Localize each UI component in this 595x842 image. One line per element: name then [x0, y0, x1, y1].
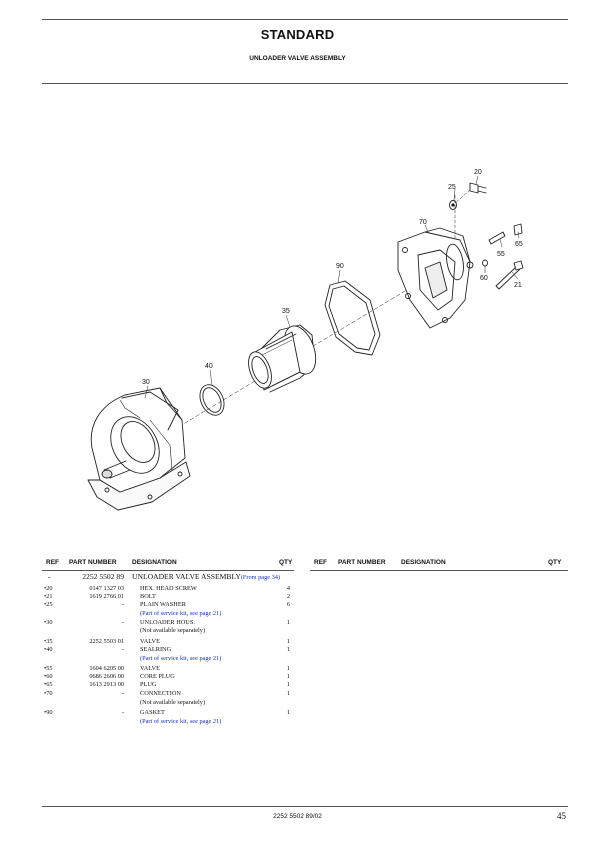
table-row: [42, 638, 294, 646]
service-kit-link[interactable]: (Part of service kit, see page 21): [140, 718, 222, 725]
row-designation: PLUG: [140, 681, 157, 688]
table-row: [42, 619, 294, 627]
footer-rule: [42, 806, 568, 807]
page-number: 45: [557, 811, 566, 821]
valve-drawing: [244, 322, 322, 392]
row-qty: 1: [286, 681, 290, 688]
row-part-number: 1613 2913 00: [89, 681, 124, 688]
table-row: [42, 665, 294, 673]
row-ref: •65: [44, 681, 53, 688]
callout-60: 60: [480, 275, 488, 282]
table-row: [42, 646, 294, 654]
table-row: [42, 699, 294, 707]
row-designation: GASKET: [140, 709, 165, 716]
table-row: [42, 627, 294, 635]
header-part-number-right: PART NUMBER: [338, 559, 386, 566]
screw-axis-line-2: [455, 190, 470, 203]
row-designation: BOLT: [140, 593, 156, 600]
row-part-number: -: [121, 601, 124, 608]
valve-55-drawing: [489, 232, 505, 244]
row-part-number: -: [121, 709, 124, 716]
row-ref: •20: [44, 585, 53, 592]
row-designation: UNLOADER VALVE ASSEMBLY(From page 34): [132, 572, 280, 581]
row-designation: (Not available separately): [140, 699, 206, 706]
table-row: [42, 593, 294, 601]
row-part-number: 2252 5503 01: [89, 638, 124, 645]
row-qty: 1: [286, 646, 290, 653]
table-row: [42, 690, 294, 698]
table-row: [42, 610, 294, 618]
callout-55: 55: [497, 251, 505, 258]
row-designation: CONNECTION: [140, 690, 181, 697]
connection-drawing: [398, 228, 473, 328]
header-part-number: PART NUMBER: [69, 559, 117, 566]
row-ref: -: [48, 572, 51, 581]
row-qty: 1: [286, 690, 290, 697]
header-ref: REF: [46, 559, 59, 566]
row-qty: 1: [286, 619, 290, 626]
row-designation: UNLOADER HOUS.: [140, 619, 195, 626]
row-ref: •70: [44, 690, 53, 697]
gasket-drawing: [325, 281, 380, 355]
callout-21: 21: [514, 282, 522, 289]
row-part-number: 1604 6205 00: [89, 665, 124, 672]
row-part-number: 0147 1327 03: [89, 585, 124, 592]
header-ref-right: REF: [314, 559, 327, 566]
row-part-number: -: [121, 619, 124, 626]
table-row: [42, 673, 294, 681]
table-right-header-rule: [310, 570, 568, 571]
callout-30: 30: [142, 379, 150, 386]
header-qty: QTY: [279, 559, 293, 566]
row-ref: •55: [44, 665, 53, 672]
callout-20: 20: [474, 169, 482, 176]
row-designation: CORE PLUG: [140, 673, 175, 680]
hex-head-screw-drawing: [470, 183, 486, 193]
callout-70: 70: [419, 219, 427, 226]
header-designation-right: DESIGNATION: [401, 559, 446, 566]
row-part-number: 0686 2606 00: [89, 673, 124, 680]
row-qty: 1: [286, 673, 290, 680]
row-ref: •40: [44, 646, 53, 653]
row-designation: VALVE: [140, 665, 160, 672]
table-row: [42, 681, 294, 689]
row-designation: (Not available separately): [140, 627, 206, 634]
row-ref: •60: [44, 673, 53, 680]
table-row: [42, 655, 294, 663]
unloader-housing-drawing: [88, 388, 190, 510]
row-qty: 1: [286, 665, 290, 672]
row-part-number: -: [121, 690, 124, 697]
service-kit-link[interactable]: (Part of service kit, see page 21): [140, 655, 222, 662]
service-kit-link[interactable]: (Part of service kit, see page 21): [140, 610, 222, 617]
core-plug-drawing: [483, 260, 488, 266]
callout-25: 25: [448, 184, 456, 191]
header-qty-right: QTY: [548, 559, 562, 566]
page-subtitle: UNLOADER VALVE ASSEMBLY: [249, 55, 346, 62]
row-designation: PLAIN WASHER: [140, 601, 186, 608]
row-ref: •35: [44, 638, 53, 645]
row-part-number: 1619 2766 01: [89, 593, 124, 600]
sealring-drawing: [195, 381, 228, 419]
callout-90: 90: [336, 263, 344, 270]
row-designation: SEALRING: [140, 646, 172, 653]
callout-35: 35: [282, 308, 290, 315]
plain-washer-drawing: [450, 201, 457, 210]
row-ref: •30: [44, 619, 53, 626]
row-ref: •25: [44, 601, 53, 608]
row-part-number: -: [121, 646, 124, 653]
row-designation: VALVE: [140, 638, 160, 645]
table-row: [42, 585, 294, 593]
row-qty: 2: [286, 593, 290, 600]
table-row: [42, 718, 294, 726]
table-row: [42, 601, 294, 609]
row-qty: 1: [286, 709, 290, 716]
row-designation: HEX. HEAD SCREW: [140, 585, 197, 592]
row-ref: •90: [44, 709, 53, 716]
document-code: 2252 5502 89/02: [273, 813, 322, 820]
callout-65: 65: [515, 241, 523, 248]
page-title: STANDARD: [260, 27, 335, 42]
table-left-header-rule: [42, 570, 294, 571]
page-link[interactable]: (From page 34): [240, 574, 280, 581]
row-qty: 4: [286, 585, 290, 592]
table-row: [42, 709, 294, 717]
callout-40: 40: [205, 363, 213, 370]
row-qty: 6: [286, 601, 290, 608]
table-row: [42, 573, 294, 581]
header-designation: DESIGNATION: [132, 559, 177, 566]
row-part-number: 2252 5502 89: [82, 572, 124, 581]
row-ref: •21: [44, 593, 53, 600]
row-qty: 1: [286, 638, 290, 645]
